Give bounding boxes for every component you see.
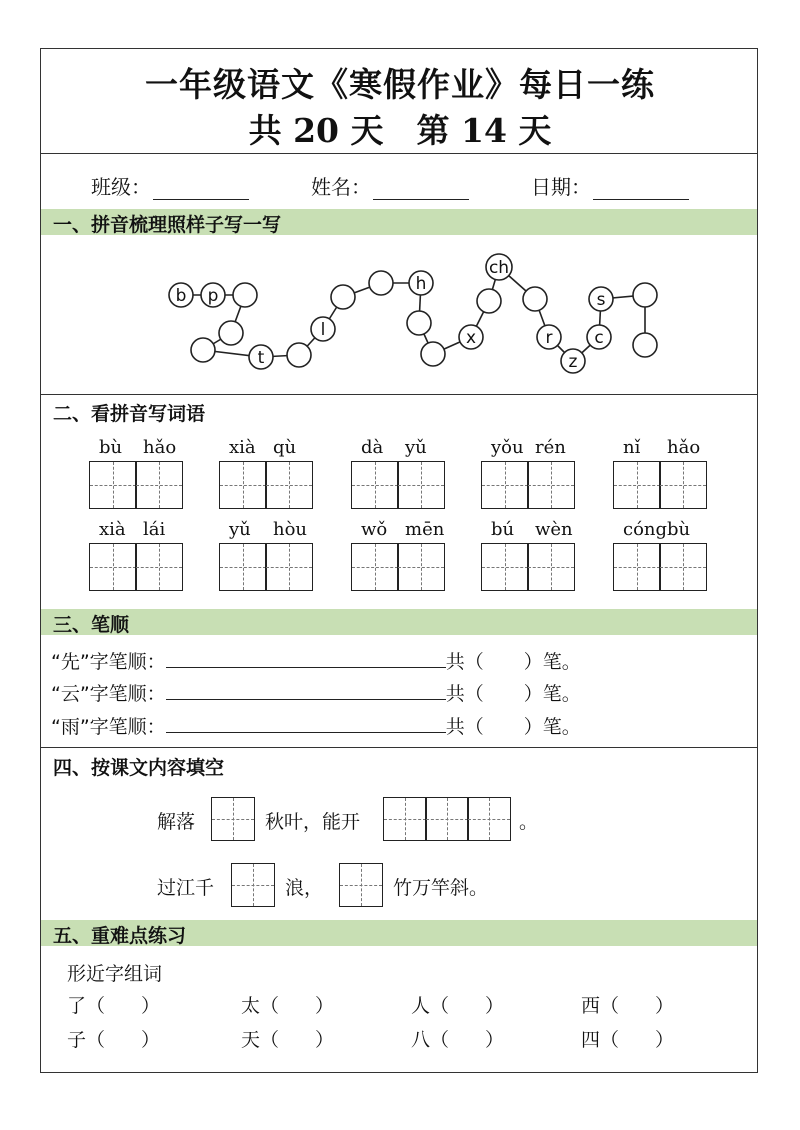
writing-box[interactable] [481, 543, 529, 591]
pinyin-syllable: bù [99, 437, 123, 458]
pinyin-syllable: cóng [623, 519, 668, 540]
pinyin-syllable: yǒu [491, 437, 524, 458]
letter-c: c [594, 328, 604, 348]
answer-box[interactable] [211, 797, 255, 841]
pinyin-syllable: nǐ [623, 437, 641, 458]
section-4-header: 四、按课文内容填空 [53, 757, 225, 779]
pinyin-syllable: xià [99, 519, 126, 540]
writing-box[interactable] [351, 543, 399, 591]
answer-box[interactable] [339, 863, 383, 907]
pinyin-syllable: yǔ [405, 437, 427, 458]
fill-text: 解落 [157, 811, 196, 833]
writing-box[interactable] [397, 461, 445, 509]
letter-s: s [596, 290, 606, 310]
letter-t: t [257, 348, 265, 368]
letter-l: l [320, 320, 326, 340]
class-field[interactable]: 班级： [91, 171, 249, 200]
pinyin-syllable: wèn [535, 519, 573, 540]
stroke-row-3[interactable]: “雨”字笔顺： 共（ ）笔。 [51, 716, 581, 738]
section-2-header: 二、看拼音写词语 [53, 403, 206, 425]
writing-box[interactable] [481, 461, 529, 509]
name-field[interactable]: 姓名： [311, 171, 469, 200]
page-subtitle: 共 20 天 第 14 天 [248, 111, 552, 150]
fill-text: 浪， [285, 877, 324, 899]
pinyin-syllable: yǔ [229, 519, 251, 540]
pinyin-syllable: mēn [405, 519, 445, 540]
pinyin-syllable: hòu [273, 519, 308, 540]
fill-text: 过江千 [157, 877, 215, 899]
writing-box[interactable] [265, 461, 313, 509]
fill-text: 竹万竿斜。 [393, 877, 489, 899]
char-item[interactable]: 西（ ） [581, 995, 675, 1017]
section-3-header: 三、笔顺 [41, 609, 757, 635]
worksheet [40, 48, 758, 1073]
divider [41, 153, 757, 154]
fill-text: 。 [519, 811, 539, 833]
writing-box[interactable] [613, 543, 661, 591]
writing-box[interactable] [135, 461, 183, 509]
section-5-subtitle: 形近字组词 [67, 963, 163, 985]
section-5-header: 五、重难点练习 [41, 920, 757, 946]
writing-box[interactable] [89, 461, 137, 509]
section-1-header: 一、拼音梳理照样子写一写 [41, 209, 757, 235]
pinyin-syllable: bú [491, 519, 515, 540]
writing-box[interactable] [613, 461, 661, 509]
letter-r: r [545, 328, 553, 348]
writing-box[interactable] [397, 543, 445, 591]
writing-box[interactable] [351, 461, 399, 509]
pinyin-syllable: bù [667, 519, 691, 540]
answer-box[interactable] [383, 797, 427, 841]
pinyin-syllable: rén [535, 437, 566, 458]
letter-x: x [465, 328, 477, 348]
char-item[interactable]: 人（ ） [411, 995, 505, 1017]
stroke-row-1[interactable]: “先”字笔顺： 共（ ）笔。 [51, 651, 581, 673]
answer-box[interactable] [425, 797, 469, 841]
writing-box[interactable] [219, 461, 267, 509]
date-field[interactable]: 日期： [531, 171, 689, 200]
pinyin-syllable: xià [229, 437, 256, 458]
char-item[interactable]: 八（ ） [411, 1029, 505, 1051]
char-item[interactable]: 了（ ） [67, 995, 161, 1017]
letter-p: p [207, 286, 219, 306]
stroke-row-2[interactable]: “云”字笔顺： 共（ ）笔。 [51, 683, 581, 705]
char-item[interactable]: 天（ ） [241, 1029, 335, 1051]
writing-box[interactable] [527, 543, 575, 591]
writing-box[interactable] [659, 543, 707, 591]
pinyin-syllable: dà [361, 437, 384, 458]
divider [41, 747, 757, 748]
char-item[interactable]: 太（ ） [241, 995, 335, 1017]
answer-box[interactable] [467, 797, 511, 841]
fill-text: 秋叶，能开 [265, 811, 361, 833]
letter-ch: ch [488, 258, 510, 278]
divider [41, 394, 757, 395]
pinyin-syllable: hǎo [143, 437, 177, 458]
pinyin-syllable: wǒ [361, 519, 388, 540]
char-item[interactable]: 子（ ） [67, 1029, 161, 1051]
writing-box[interactable] [135, 543, 183, 591]
page-title: 一年级语文《寒假作业》每日一练 [145, 65, 655, 104]
writing-box[interactable] [527, 461, 575, 509]
letter-z: z [568, 352, 578, 372]
writing-box[interactable] [89, 543, 137, 591]
letter-h: h [415, 274, 427, 294]
char-item[interactable]: 四（ ） [581, 1029, 675, 1051]
pinyin-syllable: lái [143, 519, 166, 540]
pinyin-chain-diagram [41, 237, 757, 387]
writing-box[interactable] [265, 543, 313, 591]
pinyin-syllable: hǎo [667, 437, 701, 458]
pinyin-syllable: qù [273, 437, 297, 458]
answer-box[interactable] [231, 863, 275, 907]
writing-box[interactable] [219, 543, 267, 591]
writing-box[interactable] [659, 461, 707, 509]
letter-b: b [175, 286, 187, 306]
